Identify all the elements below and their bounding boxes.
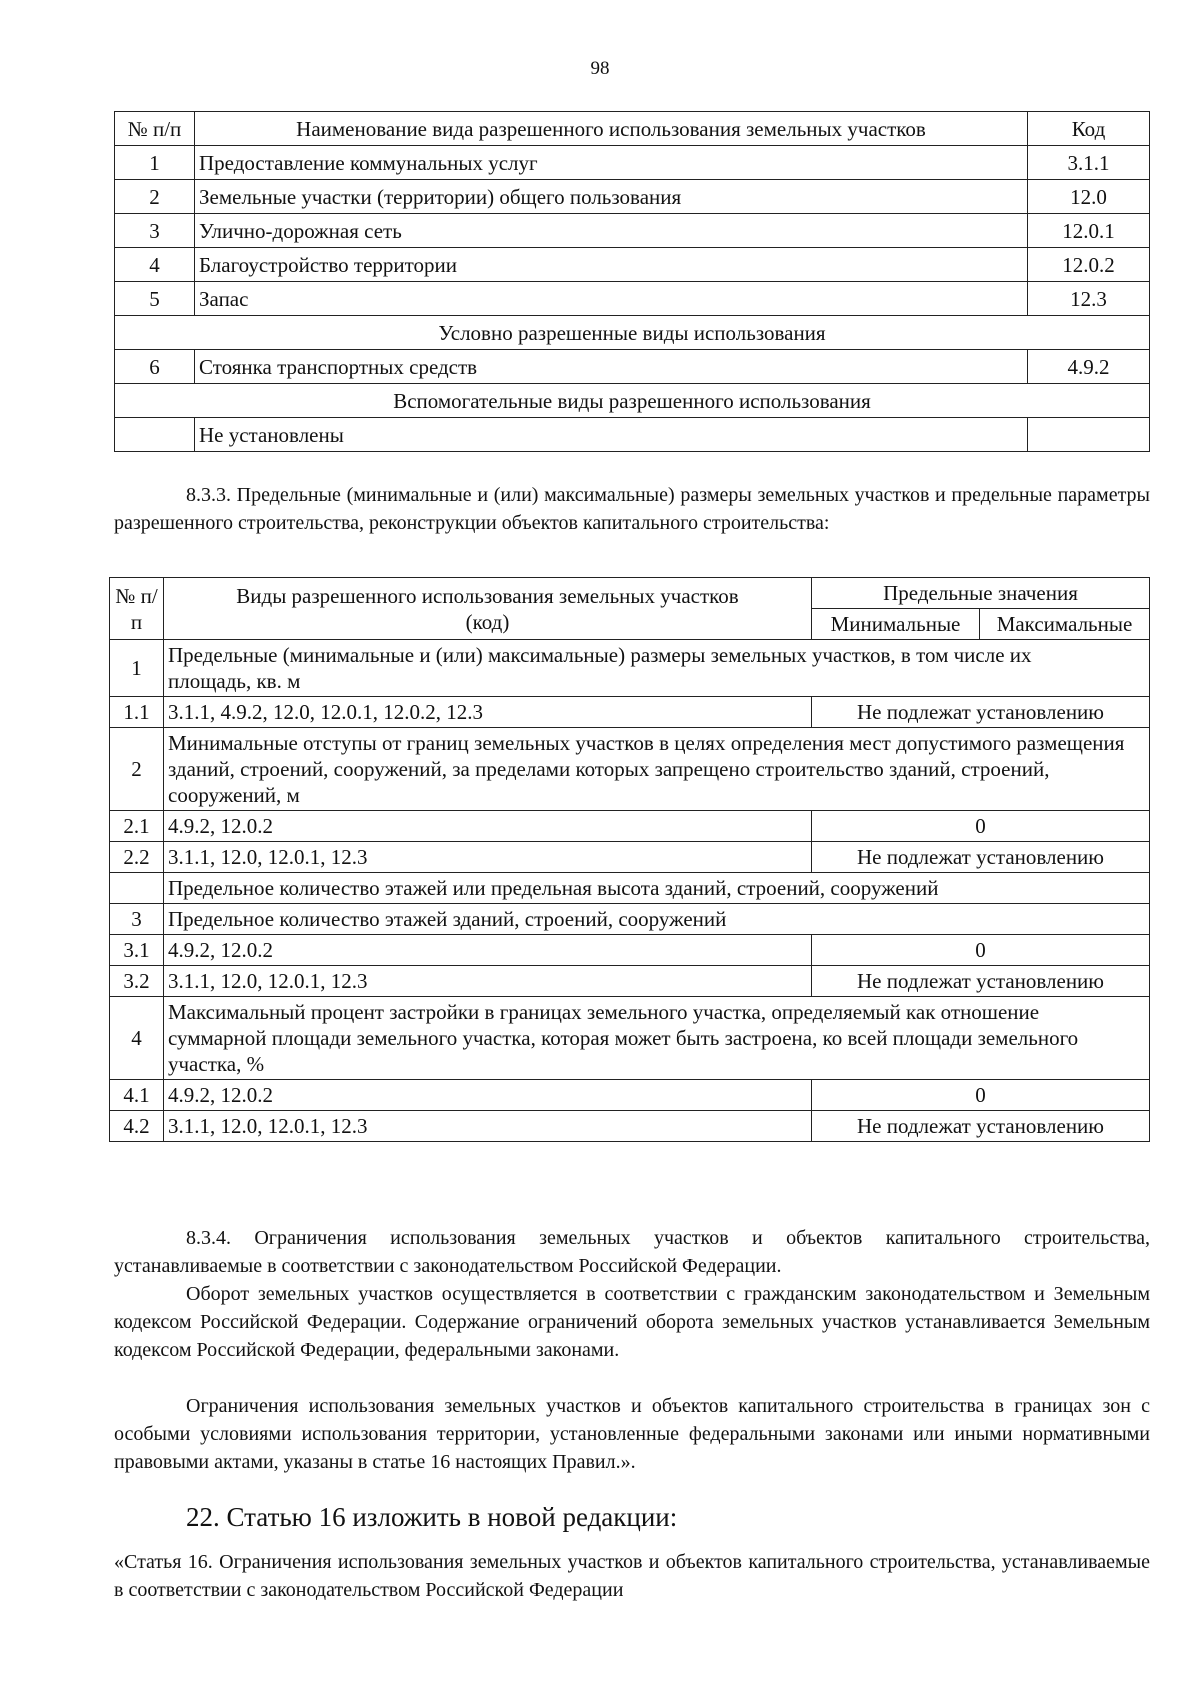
table-header-row: [115, 112, 1150, 146]
row-codes: 3.1.1, 12.0, 12.0.1, 12.3: [164, 842, 812, 873]
paragraph-zones: Ограничения использования земельных участков и объектов капитального строительства в границах зон с особыми условиями использования территории, установленные федеральными законами или иными нормативными правовыми актами, указаны в статье 16 настоящих Правил.».: [114, 1395, 1150, 1473]
row-codes: 4.9.2, 12.0.2: [164, 811, 812, 842]
table-row: [115, 248, 1150, 282]
header-name: Наименование вида разрешенного использования земельных участков: [195, 112, 1028, 146]
section-row-conditional: [115, 316, 1150, 350]
row-num: 4.2: [110, 1111, 164, 1142]
header-limits: Предельные значения: [812, 578, 1150, 609]
row-value: Не подлежат установлению: [812, 842, 1150, 873]
paragraph-8-3-3: 8.3.3. Предельные (минимальные и (или) максимальные) размеры земельных участков и предельные параметры разрешенного строительства, реконструкции объектов капитального строительства:: [114, 484, 1150, 534]
row-name: Не установлены: [195, 418, 1028, 452]
row-num: 1.1: [110, 697, 164, 728]
table-row: [110, 935, 1150, 966]
row-code-empty: [1028, 418, 1150, 452]
row-code: 12.3: [1028, 282, 1150, 316]
table-row: [110, 966, 1150, 997]
section-title: Вспомогательные виды разрешенного использования: [115, 384, 1150, 418]
section-row-auxiliary: [115, 384, 1150, 418]
table-row: [115, 146, 1150, 180]
row-name: Предоставление коммунальных услуг: [195, 146, 1028, 180]
row-num: 2.2: [110, 842, 164, 873]
section-heading-22: 22. Статью 16 изложить в новой редакции:: [186, 1502, 678, 1532]
row-code: 12.0: [1028, 180, 1150, 214]
table-row: [110, 1111, 1150, 1142]
table-row: [110, 842, 1150, 873]
header-code: Код: [1028, 112, 1150, 146]
table-row: [115, 350, 1150, 384]
row-num: 1: [110, 640, 164, 697]
row-name: Земельные участки (территории) общего пользования: [195, 180, 1028, 214]
row-num: 3: [115, 214, 195, 248]
row-text: Предельное количество этажей или предельная высота зданий, строений, сооружений: [164, 873, 1150, 904]
row-num-empty: [110, 873, 164, 904]
row-text: Предельные (минимальные и (или) максимальные) размеры земельных участков, в том числе их площадь, кв. м: [164, 640, 1150, 697]
table-row: [110, 728, 1150, 811]
row-name: Стоянка транспортных средств: [195, 350, 1028, 384]
row-codes: 4.9.2, 12.0.2: [164, 1080, 812, 1111]
row-text: Максимальный процент застройки в границах земельного участка, определяемый как отношение суммарной площади земельного участка, которая может быть застроена, ко всей площади земельного участка, %: [164, 997, 1150, 1080]
row-num: 3: [110, 904, 164, 935]
table-row: [110, 697, 1150, 728]
row-code: 12.0.1: [1028, 214, 1150, 248]
row-value: 0: [812, 935, 1150, 966]
row-codes: 3.1.1, 4.9.2, 12.0, 12.0.1, 12.0.2, 12.3: [164, 697, 812, 728]
table-row: [110, 904, 1150, 935]
row-num: 4: [115, 248, 195, 282]
row-num: 4: [110, 997, 164, 1080]
row-num: 2.1: [110, 811, 164, 842]
row-num: 5: [115, 282, 195, 316]
table-row: [115, 214, 1150, 248]
header-num: № п/п: [115, 112, 195, 146]
table-row: [110, 811, 1150, 842]
row-text: Минимальные отступы от границ земельных участков в целях определения мест допустимого размещения зданий, строений, сооружений, за пределами которых запрещено строительство зданий, строений, сооружений, м: [164, 728, 1150, 811]
permitted-uses-table: [114, 111, 1150, 452]
row-value: Не подлежат установлению: [812, 1111, 1150, 1142]
row-num: 3.2: [110, 966, 164, 997]
row-name: Улично-дорожная сеть: [195, 214, 1028, 248]
table-row: [110, 997, 1150, 1080]
row-codes: 4.9.2, 12.0.2: [164, 935, 812, 966]
paragraph-turnover: Оборот земельных участков осуществляется в соответствии с гражданским законодательством и Земельным кодексом Российской Федерации. Содержание ограничений оборота земельных участков устанавливается Земельным кодексом Российской Федерации, федеральными законами.: [114, 1283, 1150, 1361]
row-num: 3.1: [110, 935, 164, 966]
table-row: [115, 180, 1150, 214]
table-row: [110, 873, 1150, 904]
row-codes: 3.1.1, 12.0, 12.0.1, 12.3: [164, 966, 812, 997]
row-code: 4.9.2: [1028, 350, 1150, 384]
paragraph-8-3-4: 8.3.4. Ограничения использования земельных участков и объектов капитального строительства, устанавливаемые в соответствии с законодательством Российской Федерации.: [114, 1227, 1150, 1277]
row-value: 0: [812, 811, 1150, 842]
row-name: Благоустройство территории: [195, 248, 1028, 282]
header-min: Минимальные: [812, 609, 980, 640]
row-num: 4.1: [110, 1080, 164, 1111]
page-number: 98: [590, 58, 610, 79]
row-num: 2: [115, 180, 195, 214]
row-text: Предельное количество этажей зданий, строений, сооружений: [164, 904, 1150, 935]
row-codes: 3.1.1, 12.0, 12.0.1, 12.3: [164, 1111, 812, 1142]
row-num: 1: [115, 146, 195, 180]
row-name: Запас: [195, 282, 1028, 316]
table-row: [110, 640, 1150, 697]
table-row: [110, 1080, 1150, 1111]
header-num: № п/п: [110, 578, 164, 640]
header-types: Виды разрешенного использования земельных участков (код): [164, 578, 812, 640]
header-max: Максимальные: [980, 609, 1150, 640]
table-row: [115, 418, 1150, 452]
row-value: 0: [812, 1080, 1150, 1111]
parameters-table: [109, 577, 1150, 1142]
section-title: Условно разрешенные виды использования: [115, 316, 1150, 350]
row-num: 2: [110, 728, 164, 811]
row-value: Не подлежат установлению: [812, 966, 1150, 997]
row-num-empty: [115, 418, 195, 452]
row-code: 3.1.1: [1028, 146, 1150, 180]
table-header-row: [110, 578, 1150, 609]
paragraph-article-16: «Статья 16. Ограничения использования земельных участков и объектов капитального строительства, устанавливаемые в соответствии с законодательством Российской Федерации: [114, 1551, 1150, 1601]
row-value: Не подлежат установлению: [812, 697, 1150, 728]
row-num: 6: [115, 350, 195, 384]
row-code: 12.0.2: [1028, 248, 1150, 282]
table-row: [115, 282, 1150, 316]
